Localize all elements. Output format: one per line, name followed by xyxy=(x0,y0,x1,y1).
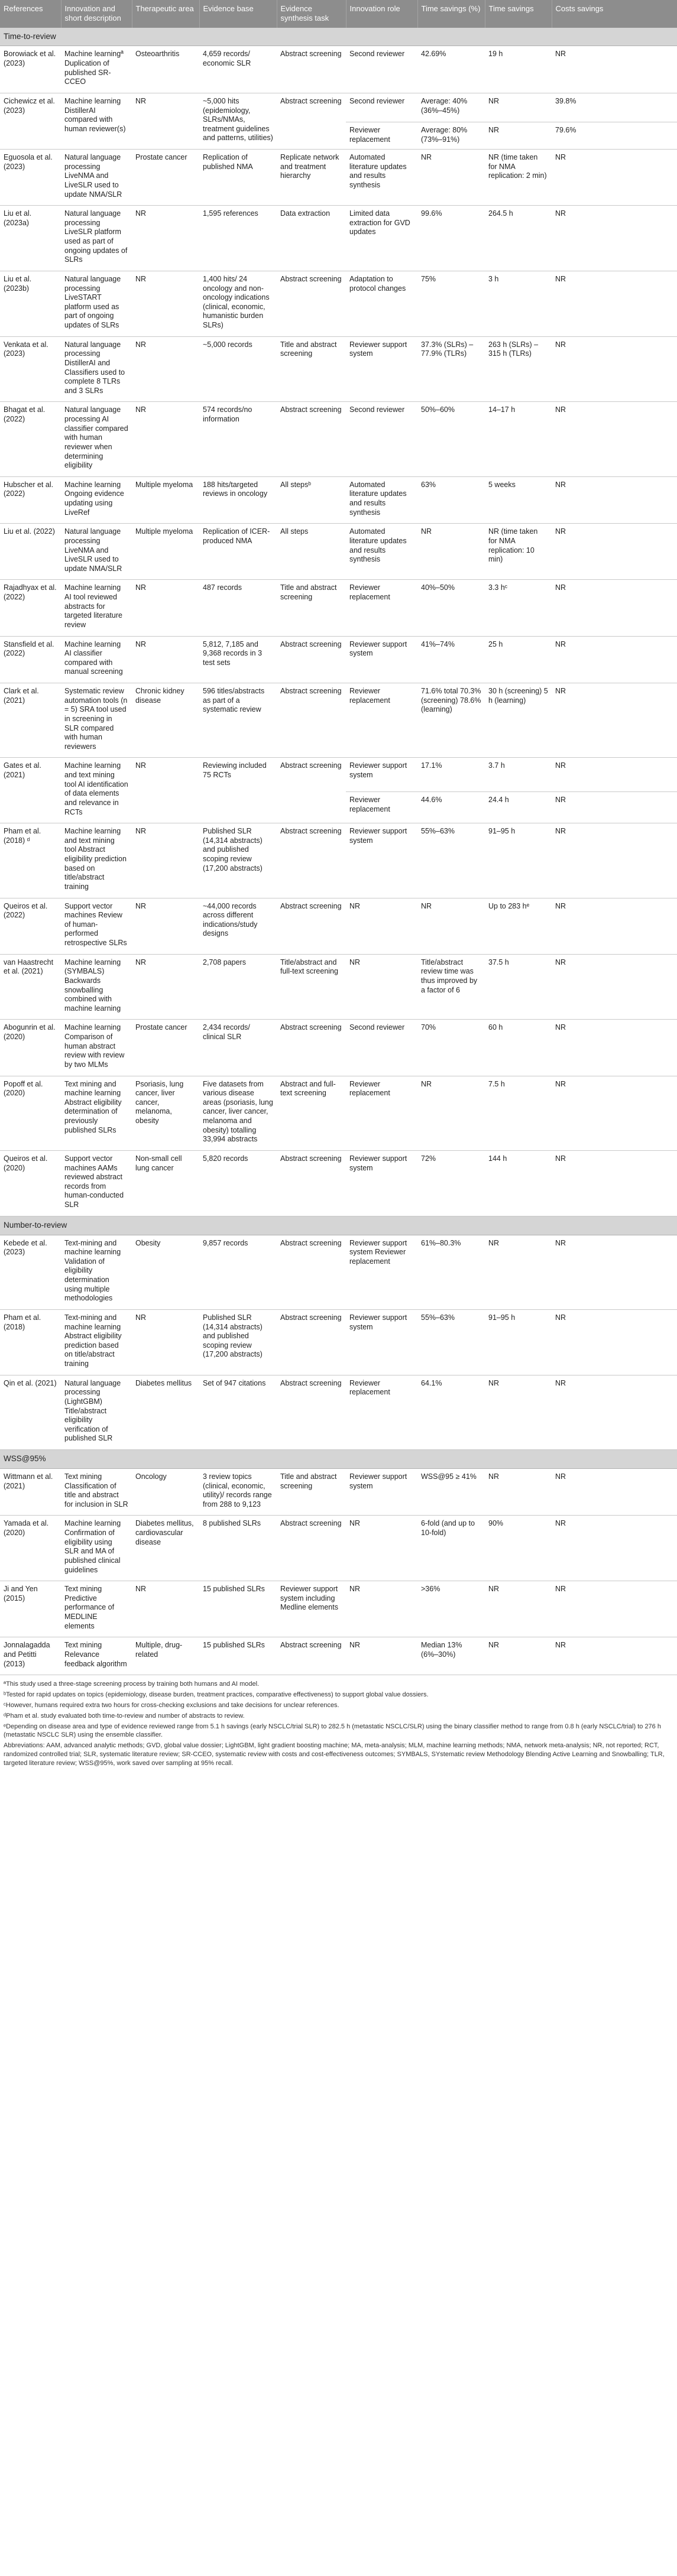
table-row xyxy=(0,1076,677,1150)
table-cell: Machine learningª Duplication of published SR-CCEO xyxy=(61,46,132,93)
table-cell: 79.6% xyxy=(552,122,677,150)
table-cell: Text mining Relevance feedback algorithm xyxy=(61,1637,132,1675)
table-cell: WSS@95 ≥ 41% xyxy=(417,1468,485,1516)
table-cell: Average: 80% (73%–91%) xyxy=(417,122,485,150)
table-cell: Up to 283 hᵉ xyxy=(485,898,552,954)
table-cell: NR xyxy=(552,402,677,476)
table-cell: Reviewing included 75 RCTs xyxy=(199,758,277,823)
footnote: ªThis study used a three-stage screening process by training both humans and AI model. xyxy=(4,1680,260,1688)
table-cell: NR xyxy=(417,150,485,206)
table-cell: NR xyxy=(132,402,199,476)
table-cell: Prostate cancer xyxy=(132,1020,199,1076)
table-row xyxy=(0,898,677,954)
table-cell: NR xyxy=(552,823,677,898)
table-cell: Title and abstract screening xyxy=(277,580,346,636)
table-cell: 15 published SLRs xyxy=(199,1637,277,1675)
table-row xyxy=(0,758,677,792)
section-title: Number-to-review xyxy=(0,1216,677,1235)
table-cell: Published SLR (14,314 abstracts) and published scoping review (17,200 abstracts) xyxy=(199,823,277,898)
table-cell: NR xyxy=(485,1235,552,1309)
table-cell: NR xyxy=(132,636,199,683)
table-cell: 144 h xyxy=(485,1150,552,1216)
table-cell: 91–95 h xyxy=(485,1309,552,1375)
section-row xyxy=(0,1450,677,1469)
table-cell: Yamada et al. (2020) xyxy=(0,1516,61,1581)
table-cell: Reviewer replacement xyxy=(346,1375,417,1449)
table-cell: Abstract screening xyxy=(277,1309,346,1375)
table-cell: Rajadhyax et al. (2022) xyxy=(0,580,61,636)
table-cell: 39.8% xyxy=(552,93,677,122)
table-cell: Average: 40% (36%–45%) xyxy=(417,93,485,122)
section-row xyxy=(0,1216,677,1235)
table-cell: Machine learning Comparison of human abstract review with review by two MLMs xyxy=(61,1020,132,1076)
table-cell: Queiros et al. (2020) xyxy=(0,1150,61,1216)
table-cell: Automated literature updates and results synthesis xyxy=(346,476,417,524)
table-cell: Ji and Yen (2015) xyxy=(0,1581,61,1637)
table-cell: Text-mining and machine learning Validation of eligibility determination using multiple methodologies xyxy=(61,1235,132,1309)
table-cell: Eguosola et al. (2023) xyxy=(0,150,61,206)
table-cell: Cichewicz et al. (2023) xyxy=(0,93,61,149)
table-cell: 25 h xyxy=(485,636,552,683)
table-cell: Multiple, drug-related xyxy=(132,1637,199,1675)
table-cell: 2,434 records/ clinical SLR xyxy=(199,1020,277,1076)
table-cell: Diabetes mellitus xyxy=(132,1375,199,1449)
table-cell: Automated literature updates and results synthesis xyxy=(346,524,417,580)
table-row xyxy=(0,823,677,898)
table-cell: Text-mining and machine learning Abstract eligibility prediction based on title/abstract training xyxy=(61,1309,132,1375)
table-cell: Wittmann et al. (2021) xyxy=(0,1468,61,1516)
table-cell: Abstract screening xyxy=(277,636,346,683)
table-row xyxy=(0,1309,677,1375)
table-cell: Text mining Predictive performance of MEDLINE elements xyxy=(61,1581,132,1637)
column-header: Time savings (%) xyxy=(417,0,485,28)
table-cell: All stepsᵇ xyxy=(277,476,346,524)
table-cell: Abogunrin et al. (2020) xyxy=(0,1020,61,1076)
table-cell: Title and abstract screening xyxy=(277,1468,346,1516)
table-cell: Five datasets from various disease areas (psoriasis, lung cancer, liver cancer, melanoma and obesity) totalling 33,994 abstracts xyxy=(199,1076,277,1150)
table-cell: 7.5 h xyxy=(485,1076,552,1150)
table-cell: NR xyxy=(552,46,677,93)
table-row xyxy=(0,1581,677,1637)
table-cell: NR xyxy=(552,580,677,636)
table-cell: 90% xyxy=(485,1516,552,1581)
table-cell: Kebede et al. (2023) xyxy=(0,1235,61,1309)
table-cell: 3 h xyxy=(485,271,552,336)
table-cell: NR xyxy=(132,336,199,402)
table-cell: Non-small cell lung cancer xyxy=(132,1150,199,1216)
table-cell: Psoriasis, lung cancer, liver cancer, melanoma, obesity xyxy=(132,1076,199,1150)
table-body xyxy=(0,28,677,1675)
table-cell: NR xyxy=(552,1375,677,1449)
footnote: ᵉDepending on disease area and type of evidence reviewed range from 5.1 h savings (early NSCLC/trial SLR) to 282.5 h (metastatic NSCLC/SLR) using the binary classifier method to range from 0.8 h (early NSCLC/trial) to 276 h (metastatic NSCLC SLR) using the ensemble classifier. xyxy=(4,1722,661,1739)
table-cell: 55%–63% xyxy=(417,823,485,898)
table-cell: Abstract screening xyxy=(277,823,346,898)
table-cell: Limited data extraction for GVD updates xyxy=(346,206,417,271)
table-row xyxy=(0,46,677,93)
table-cell: 1,400 hits/ 24 oncology and non-oncology indications (clinical, economic, humanistic burden SLRs) xyxy=(199,271,277,336)
table-cell: Bhagat et al. (2022) xyxy=(0,402,61,476)
table-cell: Natural language processing DistillerAI and Classifiers used to complete 8 TLRs and 3 SLRs xyxy=(61,336,132,402)
table-cell: Liu et al. (2022) xyxy=(0,524,61,580)
table-cell: NR xyxy=(132,1309,199,1375)
table-cell: Support vector machines Review of human-performed retrospective SLRs xyxy=(61,898,132,954)
table-cell: Reviewer support system xyxy=(346,336,417,402)
table-cell: NR xyxy=(552,271,677,336)
table-cell: Title/abstract and full-text screening xyxy=(277,954,346,1020)
table-cell: Multiple myeloma xyxy=(132,476,199,524)
table-cell: Natural language processing LiveSTART platform used as part of ongoing updates of SLRs xyxy=(61,271,132,336)
table-cell: Reviewer replacement xyxy=(346,580,417,636)
table-cell: NR xyxy=(552,1516,677,1581)
table-cell: Replication of ICER-produced NMA xyxy=(199,524,277,580)
table-cell: Median 13% (6%–30%) xyxy=(417,1637,485,1675)
table-cell: 24.4 h xyxy=(485,792,552,823)
table-cell: NR xyxy=(485,1468,552,1516)
table-cell: Reviewer replacement xyxy=(346,1076,417,1150)
table-cell: Reviewer replacement xyxy=(346,792,417,823)
table-row xyxy=(0,524,677,580)
footnote: ᵇTested for rapid updates on topics (epidemiology, disease burden, treatment practices, comparative effectiveness) to support global value dossiers. xyxy=(4,1691,429,1698)
column-header: Evidence synthesis task xyxy=(277,0,346,28)
table-row xyxy=(0,683,677,758)
table-cell: Venkata et al. (2023) xyxy=(0,336,61,402)
table-cell: Reviewer support system including Medline elements xyxy=(277,1581,346,1637)
table-cell: Liu et al. (2023a) xyxy=(0,206,61,271)
table-cell: 64.1% xyxy=(417,1375,485,1449)
table-cell: Title and abstract screening xyxy=(277,336,346,402)
table-cell: Published SLR (14,314 abstracts) and published scoping review (17,200 abstracts) xyxy=(199,1309,277,1375)
table-cell: 3.7 h xyxy=(485,758,552,792)
table-row xyxy=(0,954,677,1020)
table-cell: NR xyxy=(552,1637,677,1675)
table-cell: NR xyxy=(552,524,677,580)
table-cell: NR (time taken for NMA replication: 2 min) xyxy=(485,150,552,206)
table-cell: Reviewer replacement xyxy=(346,683,417,758)
table-cell: 55%–63% xyxy=(417,1309,485,1375)
table-row xyxy=(0,636,677,683)
table-cell: All steps xyxy=(277,524,346,580)
table-cell: Abstract screening xyxy=(277,93,346,149)
table-cell: NR xyxy=(552,898,677,954)
footnotes xyxy=(0,1675,677,1774)
table-cell: Machine learning AI classifier compared with manual screening xyxy=(61,636,132,683)
table-cell: Reviewer support system xyxy=(346,823,417,898)
table-cell: Machine learning Ongoing evidence updating using LiveRef xyxy=(61,476,132,524)
table-cell: Adaptation to protocol changes xyxy=(346,271,417,336)
table-cell: 61%–80.3% xyxy=(417,1235,485,1309)
table-cell: Obesity xyxy=(132,1235,199,1309)
table-cell: van Haastrecht et al. (2021) xyxy=(0,954,61,1020)
table-cell: Natural language processing AI classifier compared with human reviewer when determining eligibility xyxy=(61,402,132,476)
table-cell: Title/abstract review time was thus improved by a factor of 6 xyxy=(417,954,485,1020)
table-cell: 2,708 papers xyxy=(199,954,277,1020)
table-cell: Abstract screening xyxy=(277,46,346,93)
column-header: Costs savings xyxy=(552,0,677,28)
table-row xyxy=(0,476,677,524)
table-cell: 9,857 records xyxy=(199,1235,277,1309)
table-cell: Second reviewer xyxy=(346,402,417,476)
table-cell: 37.5 h xyxy=(485,954,552,1020)
table-cell: 3.3 hᶜ xyxy=(485,580,552,636)
table-cell: 17.1% xyxy=(417,758,485,792)
column-header: Therapeutic area xyxy=(132,0,199,28)
table-cell: Abstract screening xyxy=(277,402,346,476)
table-cell: NR xyxy=(417,898,485,954)
table-cell: Natural language processing LiveSLR platform used as part of ongoing updates of SLRs xyxy=(61,206,132,271)
table-row xyxy=(0,1516,677,1581)
table-cell: NR xyxy=(485,93,552,122)
table-cell: Support vector machines AAMs reviewed abstract records from human-conducted SLR xyxy=(61,1150,132,1216)
table-cell: Reviewer replacement xyxy=(346,122,417,150)
table-cell: Replication of published NMA xyxy=(199,150,277,206)
section-title: Time-to-review xyxy=(0,28,677,46)
footnote: Abbreviations: AAM, advanced analytic methods; GVD, global value dossier; LightGBM, light gradient boosting machine; MA, meta-analysis; MLM, machine learning methods; NMA, network meta-analysis; NR, not reported; RCT, randomized controlled trial; SLR, systematic literature review; SR-CCEO, systematic review with costs and cost-effectiveness outcomes; SYMBALS, SYstematic review Methodology Blending Active Learning and Snowballing; TLR, targeted literature review; WSS@95%, work saved over sampling at 95% recall. xyxy=(4,1742,665,1767)
table-cell: Second reviewer xyxy=(346,1020,417,1076)
table-cell: Machine learning (SYMBALS) Backwards snowballing combined with machine learning xyxy=(61,954,132,1020)
table-row xyxy=(0,1235,677,1309)
table-cell: 71.6% total 70.3% (screening) 78.6% (learning) xyxy=(417,683,485,758)
table-cell: NR xyxy=(132,823,199,898)
table-cell: 487 records xyxy=(199,580,277,636)
table-cell: 44.6% xyxy=(417,792,485,823)
table-cell: Systematic review automation tools (n = 5) SRA tool used in screening in SLR compared with human reviewers xyxy=(61,683,132,758)
column-header: Innovation role xyxy=(346,0,417,28)
table-cell: 75% xyxy=(417,271,485,336)
table-cell: NR xyxy=(552,336,677,402)
table-cell: Liu et al. (2023b) xyxy=(0,271,61,336)
table-cell: Oncology xyxy=(132,1468,199,1516)
table-cell: ~5,000 records xyxy=(199,336,277,402)
table-cell: NR xyxy=(485,122,552,150)
table-cell: 8 published SLRs xyxy=(199,1516,277,1581)
table-cell: 63% xyxy=(417,476,485,524)
table-cell: 50%–60% xyxy=(417,402,485,476)
table-cell: Set of 947 citations xyxy=(199,1375,277,1449)
table-cell: 188 hits/targeted reviews in oncology xyxy=(199,476,277,524)
table-cell: 70% xyxy=(417,1020,485,1076)
table-cell: NR xyxy=(346,1516,417,1581)
table-cell: NR xyxy=(132,758,199,823)
table-cell: Reviewer support system xyxy=(346,1309,417,1375)
table-cell: NR xyxy=(552,1309,677,1375)
table-row xyxy=(0,402,677,476)
table-cell: Pham et al. (2018) ᵈ xyxy=(0,823,61,898)
column-header: Time savings xyxy=(485,0,552,28)
table-cell: Abstract screening xyxy=(277,271,346,336)
table-row xyxy=(0,580,677,636)
table-cell: NR xyxy=(485,1375,552,1449)
table-cell: Abstract screening xyxy=(277,758,346,823)
table-cell: Machine learning DistillerAI compared with human reviewer(s) xyxy=(61,93,132,149)
table-row xyxy=(0,150,677,206)
table-cell: NR (time taken for NMA replication: 10 min) xyxy=(485,524,552,580)
footnote: ᵈPham et al. study evaluated both time-to-review and number of abstracts to review. xyxy=(4,1712,245,1720)
table-cell: Reviewer support system Reviewer replacement xyxy=(346,1235,417,1309)
table-cell: NR xyxy=(485,1637,552,1675)
table-row xyxy=(0,1468,677,1516)
table-cell: Chronic kidney disease xyxy=(132,683,199,758)
table-cell: Diabetes mellitus, cardiovascular disease xyxy=(132,1516,199,1581)
table-cell: NR xyxy=(346,954,417,1020)
table-cell: NR xyxy=(132,1581,199,1637)
table-row xyxy=(0,206,677,271)
table-cell: 5,812, 7,185 and 9,368 records in 3 test sets xyxy=(199,636,277,683)
table-cell: 14–17 h xyxy=(485,402,552,476)
section-title: WSS@95% xyxy=(0,1450,677,1469)
table-cell: NR xyxy=(552,476,677,524)
table-cell: 72% xyxy=(417,1150,485,1216)
table-cell: 574 records/no information xyxy=(199,402,277,476)
table-cell: Machine learning Confirmation of eligibility using SLR and MA of published clinical guidelines xyxy=(61,1516,132,1581)
table-cell: NR xyxy=(346,898,417,954)
table-cell: NR xyxy=(552,683,677,758)
table-row xyxy=(0,1375,677,1449)
table-cell: NR xyxy=(485,1581,552,1637)
table-cell: NR xyxy=(346,1637,417,1675)
table-cell: Clark et al. (2021) xyxy=(0,683,61,758)
table-cell: Abstract screening xyxy=(277,898,346,954)
table-cell: NR xyxy=(132,206,199,271)
table-row xyxy=(0,1637,677,1675)
table-cell: NR xyxy=(552,1076,677,1150)
table-cell: Natural language processing (LightGBM) Title/abstract eligibility verification of published SLR xyxy=(61,1375,132,1449)
table-cell: Abstract and full-text screening xyxy=(277,1076,346,1150)
table-cell: Text mining Classification of title and abstract for inclusion in SLR xyxy=(61,1468,132,1516)
table-cell: NR xyxy=(552,1150,677,1216)
table-cell: NR xyxy=(346,1581,417,1637)
table-cell: NR xyxy=(552,758,677,792)
column-header: Innovation and short description xyxy=(61,0,132,28)
table-cell: NR xyxy=(552,1468,677,1516)
table-cell: NR xyxy=(132,898,199,954)
table-cell: 6-fold (and up to 10-fold) xyxy=(417,1516,485,1581)
column-header: References xyxy=(0,0,61,28)
table-cell: Abstract screening xyxy=(277,1150,346,1216)
table-cell: NR xyxy=(552,206,677,271)
table-cell: NR xyxy=(552,1235,677,1309)
table-cell: ~44,000 records across different indications/study designs xyxy=(199,898,277,954)
table-row xyxy=(0,336,677,402)
table-cell: NR xyxy=(132,271,199,336)
table-cell: 1,595 references xyxy=(199,206,277,271)
table-cell: Prostate cancer xyxy=(132,150,199,206)
table-cell: Reviewer support system xyxy=(346,758,417,792)
table-cell: Machine learning AI tool reviewed abstracts for targeted literature review xyxy=(61,580,132,636)
table-cell: 5 weeks xyxy=(485,476,552,524)
table-cell: NR xyxy=(132,580,199,636)
table-cell: Replicate network and treatment hierarchy xyxy=(277,150,346,206)
table-cell: 37.3% (SLRs) – 77.9% (TLRs) xyxy=(417,336,485,402)
table-cell: Abstract screening xyxy=(277,1375,346,1449)
table-cell: 596 titles/abstracts as part of a systematic review xyxy=(199,683,277,758)
table-cell: Osteoarthritis xyxy=(132,46,199,93)
table-cell: NR xyxy=(552,1581,677,1637)
table-cell: NR xyxy=(552,792,677,823)
table-cell: 264.5 h xyxy=(485,206,552,271)
table-row xyxy=(0,1150,677,1216)
table-cell: 19 h xyxy=(485,46,552,93)
table-cell: 263 h (SLRs) – 315 h (TLRs) xyxy=(485,336,552,402)
table-row xyxy=(0,93,677,122)
column-header: Evidence base xyxy=(199,0,277,28)
table-header xyxy=(0,0,677,28)
table-cell: Popoff et al. (2020) xyxy=(0,1076,61,1150)
table-cell: Jonnalagadda and Petitti (2013) xyxy=(0,1637,61,1675)
table-cell: Gates et al. (2021) xyxy=(0,758,61,823)
table-cell: Second reviewer xyxy=(346,46,417,93)
table-cell: NR xyxy=(132,93,199,149)
table-cell: Text mining and machine learning Abstract eligibility determination of previously published SLRs xyxy=(61,1076,132,1150)
table-cell: NR xyxy=(552,636,677,683)
table-cell: Second reviewer xyxy=(346,93,417,122)
table-cell: NR xyxy=(132,954,199,1020)
table-cell: Machine learning and text mining tool Abstract eligibility prediction based on title/abstract training xyxy=(61,823,132,898)
table-cell: Natural language processing LiveNMA and LiveSLR used to update NMA/SLR xyxy=(61,524,132,580)
table-cell: 3 review topics (clinical, economic, utility)/ records range from 288 to 9,123 xyxy=(199,1468,277,1516)
table-cell: NR xyxy=(417,1076,485,1150)
table-cell: Multiple myeloma xyxy=(132,524,199,580)
table-cell: 99.6% xyxy=(417,206,485,271)
table-cell: Abstract screening xyxy=(277,1020,346,1076)
table-cell: 15 published SLRs xyxy=(199,1581,277,1637)
table-cell: Abstract screening xyxy=(277,1516,346,1581)
table-cell: Queiros et al. (2022) xyxy=(0,898,61,954)
table-cell: Abstract screening xyxy=(277,1235,346,1309)
table-cell: ~5,000 hits (epidemiology, SLRs/NMAs, treatment guidelines and patterns, utilities) xyxy=(199,93,277,149)
table-cell: Reviewer support system xyxy=(346,636,417,683)
table-cell: Abstract screening xyxy=(277,1637,346,1675)
table-cell: Pham et al. (2018) xyxy=(0,1309,61,1375)
table-cell: 40%–50% xyxy=(417,580,485,636)
table-cell: Automated literature updates and results synthesis xyxy=(346,150,417,206)
table-cell: NR xyxy=(552,150,677,206)
table-cell: Reviewer support system xyxy=(346,1468,417,1516)
table-cell: Natural language processing LiveNMA and LiveSLR used to update NMA/SLR xyxy=(61,150,132,206)
table-cell: 30 h (screening) 5 h (learning) xyxy=(485,683,552,758)
table-row xyxy=(0,1020,677,1076)
table-cell: 42.69% xyxy=(417,46,485,93)
table-row xyxy=(0,271,677,336)
table-cell: 60 h xyxy=(485,1020,552,1076)
table-cell: Borowiack et al. (2023) xyxy=(0,46,61,93)
table-cell: Hubscher et al. (2022) xyxy=(0,476,61,524)
table-cell: 41%–74% xyxy=(417,636,485,683)
table-cell: 5,820 records xyxy=(199,1150,277,1216)
table-cell: Qin et al. (2021) xyxy=(0,1375,61,1449)
table-cell: Stansfield et al. (2022) xyxy=(0,636,61,683)
table-cell: Data extraction xyxy=(277,206,346,271)
table-cell: NR xyxy=(552,954,677,1020)
table-cell: Reviewer support system xyxy=(346,1150,417,1216)
table-cell: Machine learning and text mining tool AI identification of data elements and relevance in RCTs xyxy=(61,758,132,823)
table-cell: >36% xyxy=(417,1581,485,1637)
footnote: ᶜHowever, humans required extra two hours for cross-checking exclusions and take decisions for unclear references. xyxy=(4,1701,339,1709)
table-cell: 91–95 h xyxy=(485,823,552,898)
table-cell: NR xyxy=(417,524,485,580)
header-row xyxy=(0,0,677,28)
table-cell: NR xyxy=(552,1020,677,1076)
table-cell: 4,659 records/ economic SLR xyxy=(199,46,277,93)
table-cell: Abstract screening xyxy=(277,683,346,758)
section-row xyxy=(0,28,677,46)
